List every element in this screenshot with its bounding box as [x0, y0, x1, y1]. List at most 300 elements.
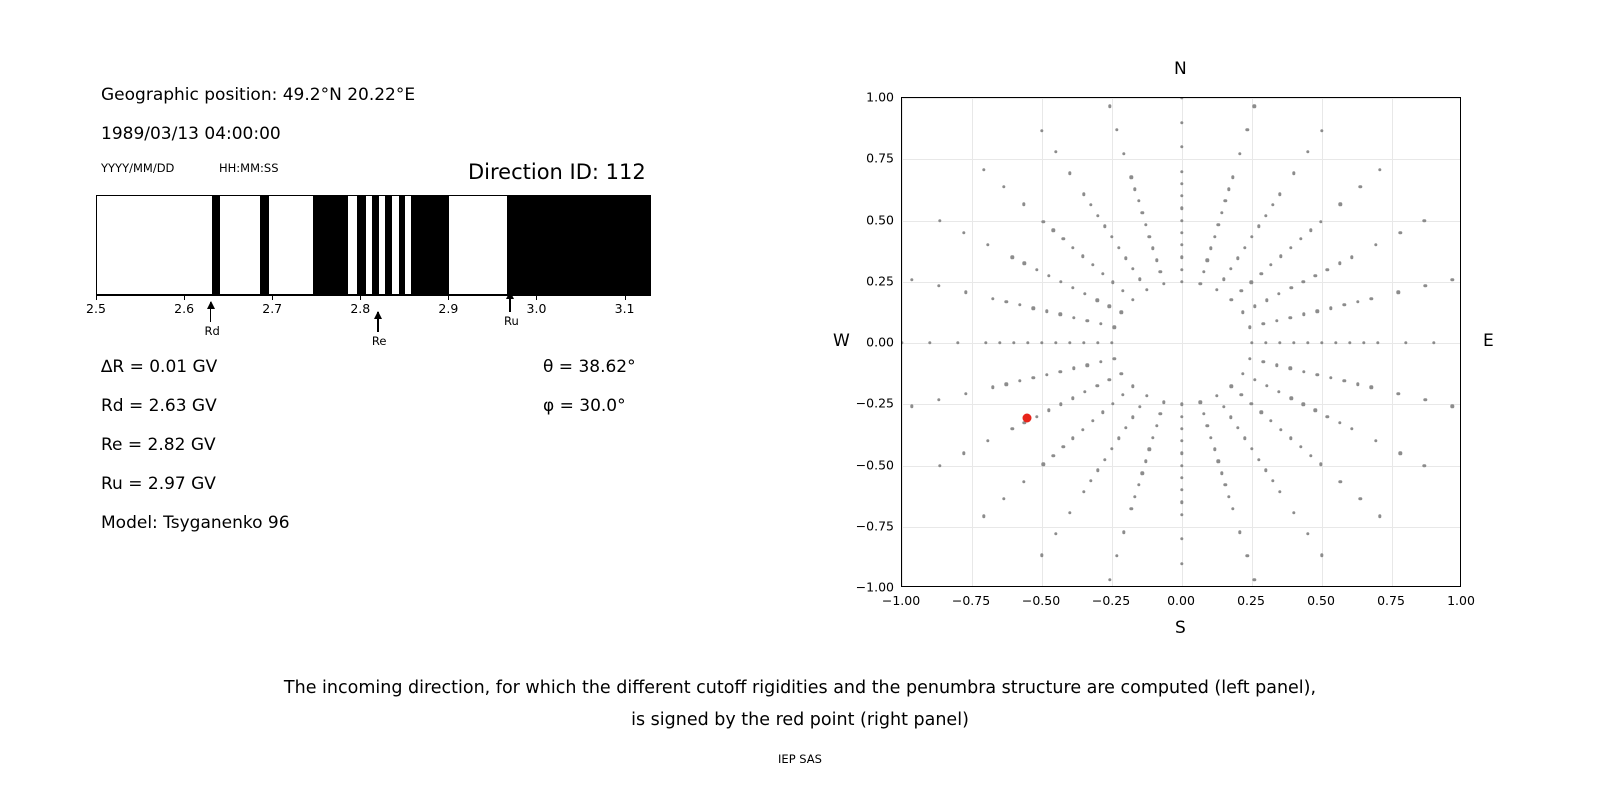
direction-dot[interactable] [1002, 497, 1005, 500]
direction-dot[interactable] [1148, 448, 1151, 451]
direction-dot[interactable] [1261, 322, 1264, 325]
direction-dot[interactable] [1220, 471, 1223, 474]
direction-dot[interactable] [1451, 278, 1454, 281]
direction-dot[interactable] [1227, 495, 1230, 498]
direction-dot[interactable] [962, 452, 965, 455]
direction-dot[interactable] [1215, 394, 1218, 397]
direction-dot[interactable] [1095, 298, 1098, 301]
direction-dot[interactable] [1180, 207, 1183, 210]
direction-dot[interactable] [1023, 262, 1026, 265]
direction-dot[interactable] [1241, 311, 1244, 314]
direction-dot[interactable] [1271, 203, 1274, 206]
direction-dot[interactable] [1086, 319, 1089, 322]
direction-dot[interactable] [1180, 439, 1183, 442]
direction-dot[interactable] [1306, 532, 1309, 535]
direction-dot[interactable] [1265, 384, 1268, 387]
direction-dot[interactable] [1326, 268, 1329, 271]
direction-dot[interactable] [1230, 385, 1233, 388]
direction-dot[interactable] [1155, 258, 1158, 261]
direction-dot[interactable] [1071, 286, 1074, 289]
direction-dot[interactable] [1137, 483, 1140, 486]
direction-dot[interactable] [1278, 341, 1281, 344]
direction-dot[interactable] [1140, 211, 1143, 214]
direction-dot[interactable] [1240, 289, 1243, 292]
direction-dot[interactable] [1224, 199, 1227, 202]
direction-dot[interactable] [1229, 267, 1232, 270]
direction-dot[interactable] [1246, 128, 1249, 131]
direction-dot[interactable] [1180, 586, 1183, 587]
direction-dot[interactable] [1072, 367, 1075, 370]
direction-dot[interactable] [1289, 396, 1292, 399]
direction-dot[interactable] [1059, 370, 1062, 373]
direction-dot[interactable] [1289, 246, 1292, 249]
direction-dot[interactable] [1302, 370, 1305, 373]
direction-dot[interactable] [1130, 176, 1133, 179]
direction-dot[interactable] [1159, 270, 1162, 273]
direction-dot[interactable] [1309, 229, 1312, 232]
direction-dot[interactable] [1133, 187, 1136, 190]
direction-dot[interactable] [1238, 531, 1241, 534]
direction-dot[interactable] [1253, 378, 1256, 381]
direction-dot[interactable] [1082, 193, 1085, 196]
direction-dot[interactable] [1250, 341, 1253, 344]
direction-dot[interactable] [1374, 243, 1377, 246]
direction-dot[interactable] [1217, 460, 1220, 463]
direction-dot[interactable] [1243, 437, 1246, 440]
direction-dot[interactable] [1180, 501, 1183, 504]
direction-dot[interactable] [1068, 172, 1071, 175]
direction-dot[interactable] [1032, 376, 1035, 379]
direction-dot[interactable] [1054, 341, 1057, 344]
direction-dot[interactable] [1133, 495, 1136, 498]
direction-dot[interactable] [1238, 152, 1241, 155]
direction-dot[interactable] [1089, 203, 1092, 206]
direction-dot[interactable] [1035, 415, 1038, 418]
direction-dot[interactable] [1082, 341, 1085, 344]
direction-dot[interactable] [1131, 416, 1134, 419]
direction-dot[interactable] [1045, 310, 1048, 313]
direction-dot[interactable] [1072, 316, 1075, 319]
direction-dot[interactable] [1040, 129, 1043, 132]
direction-dot[interactable] [1131, 385, 1134, 388]
direction-dot[interactable] [964, 291, 967, 294]
direction-dot[interactable] [1279, 428, 1282, 431]
direction-dot[interactable] [1059, 313, 1062, 316]
direction-dot[interactable] [1131, 267, 1134, 270]
direction-dot[interactable] [1236, 256, 1239, 259]
direction-dot[interactable] [1180, 219, 1183, 222]
direction-dot[interactable] [1264, 214, 1267, 217]
direction-dot[interactable] [1343, 379, 1346, 382]
direction-dot[interactable] [1040, 341, 1043, 344]
selected-direction-dot[interactable] [1023, 413, 1032, 422]
direction-dot[interactable] [1264, 341, 1267, 344]
direction-dot[interactable] [1279, 255, 1282, 258]
direction-dot[interactable] [1022, 203, 1025, 206]
direction-dot[interactable] [1275, 319, 1278, 322]
direction-dot[interactable] [1243, 246, 1246, 249]
direction-dot[interactable] [1302, 280, 1305, 283]
direction-dot[interactable] [1356, 383, 1359, 386]
direction-dot[interactable] [1339, 480, 1342, 483]
direction-dot[interactable] [1122, 152, 1125, 155]
direction-dot[interactable] [986, 439, 989, 442]
direction-dot[interactable] [1236, 426, 1239, 429]
direction-dot[interactable] [1018, 379, 1021, 382]
direction-dot[interactable] [1121, 289, 1124, 292]
direction-dot[interactable] [1012, 341, 1015, 344]
direction-dot[interactable] [1314, 409, 1317, 412]
direction-dot[interactable] [1320, 341, 1323, 344]
direction-dot[interactable] [1137, 199, 1140, 202]
direction-dot[interactable] [1376, 341, 1379, 344]
direction-dot[interactable] [1370, 297, 1373, 300]
direction-dot[interactable] [1250, 447, 1253, 450]
direction-dot[interactable] [1113, 357, 1116, 360]
direction-dot[interactable] [1130, 507, 1133, 510]
direction-dot[interactable] [1138, 405, 1141, 408]
direction-dot[interactable] [1248, 357, 1251, 360]
direction-dot[interactable] [1320, 129, 1323, 132]
direction-dot[interactable] [1404, 341, 1407, 344]
direction-dot[interactable] [1397, 291, 1400, 294]
direction-dot[interactable] [1399, 452, 1402, 455]
direction-dot[interactable] [1124, 256, 1127, 259]
direction-dot[interactable] [1362, 341, 1365, 344]
direction-dot[interactable] [1180, 476, 1183, 479]
direction-dot[interactable] [1081, 428, 1084, 431]
direction-dot[interactable] [1316, 310, 1319, 313]
direction-dot[interactable] [910, 278, 913, 281]
direction-dot[interactable] [1356, 300, 1359, 303]
direction-dot[interactable] [1202, 270, 1205, 273]
direction-dot[interactable] [1278, 193, 1281, 196]
direction-dot[interactable] [1121, 393, 1124, 396]
direction-dot[interactable] [1120, 372, 1123, 375]
direction-dot[interactable] [1399, 231, 1402, 234]
direction-dot[interactable] [1326, 415, 1329, 418]
direction-dot[interactable] [1083, 390, 1086, 393]
direction-dot[interactable] [956, 341, 959, 344]
direction-dot[interactable] [1358, 185, 1361, 188]
direction-dot[interactable] [1348, 341, 1351, 344]
direction-dot[interactable] [1246, 554, 1249, 557]
direction-dot[interactable] [1338, 262, 1341, 265]
direction-dot[interactable] [1269, 263, 1272, 266]
direction-dot[interactable] [1213, 448, 1216, 451]
direction-dot[interactable] [1099, 360, 1102, 363]
direction-dot[interactable] [1206, 424, 1209, 427]
direction-dot[interactable] [1068, 511, 1071, 514]
direction-dot[interactable] [1180, 256, 1183, 259]
direction-dot[interactable] [1180, 415, 1183, 418]
direction-dot[interactable] [938, 219, 941, 222]
direction-dot[interactable] [1054, 532, 1057, 535]
direction-dot[interactable] [1288, 316, 1291, 319]
direction-dot[interactable] [1302, 403, 1305, 406]
direction-dot[interactable] [1299, 445, 1302, 448]
direction-dot[interactable] [1117, 246, 1120, 249]
direction-dot[interactable] [1277, 390, 1280, 393]
direction-dot[interactable] [1209, 436, 1212, 439]
direction-dot[interactable] [1138, 278, 1141, 281]
direction-dot[interactable] [1277, 292, 1280, 295]
direction-dot[interactable] [937, 398, 940, 401]
direction-dot[interactable] [1292, 172, 1295, 175]
direction-dot[interactable] [1432, 341, 1435, 344]
direction-dot[interactable] [1032, 306, 1035, 309]
direction-dot[interactable] [982, 168, 985, 171]
direction-dot[interactable] [1011, 427, 1014, 430]
direction-dot[interactable] [1180, 97, 1183, 100]
direction-dot[interactable] [1227, 187, 1230, 190]
direction-dot[interactable] [1145, 394, 1148, 397]
direction-dot[interactable] [1343, 303, 1346, 306]
direction-dot[interactable] [1113, 325, 1116, 328]
direction-dot[interactable] [982, 515, 985, 518]
direction-dot[interactable] [1180, 562, 1183, 565]
direction-dot[interactable] [1035, 268, 1038, 271]
direction-dot[interactable] [1264, 469, 1267, 472]
direction-dot[interactable] [1289, 437, 1292, 440]
direction-dot[interactable] [901, 341, 904, 344]
direction-dot[interactable] [1101, 411, 1104, 414]
direction-dot[interactable] [1180, 537, 1183, 540]
direction-dot[interactable] [1222, 278, 1225, 281]
direction-dot[interactable] [1022, 480, 1025, 483]
direction-dot[interactable] [1288, 367, 1291, 370]
direction-dot[interactable] [1423, 219, 1426, 222]
direction-dot[interactable] [1320, 553, 1323, 556]
direction-dot[interactable] [1111, 281, 1114, 284]
direction-dot[interactable] [1002, 185, 1005, 188]
direction-dot[interactable] [1026, 341, 1029, 344]
direction-dot[interactable] [1099, 322, 1102, 325]
direction-dot[interactable] [986, 243, 989, 246]
direction-dot[interactable] [1124, 426, 1127, 429]
direction-dot[interactable] [1314, 274, 1317, 277]
direction-dot[interactable] [1253, 305, 1256, 308]
direction-dot[interactable] [1309, 454, 1312, 457]
direction-dot[interactable] [928, 341, 931, 344]
direction-dot[interactable] [1089, 479, 1092, 482]
direction-dot[interactable] [1062, 237, 1065, 240]
direction-dot[interactable] [1224, 483, 1227, 486]
direction-dot[interactable] [1115, 128, 1118, 131]
direction-dot[interactable] [1086, 363, 1089, 366]
direction-dot[interactable] [962, 231, 965, 234]
direction-dot[interactable] [1101, 272, 1104, 275]
direction-dot[interactable] [1259, 272, 1262, 275]
direction-dot[interactable] [1370, 386, 1373, 389]
direction-dot[interactable] [1091, 263, 1094, 266]
direction-dot[interactable] [1253, 578, 1256, 581]
direction-dot[interactable] [1148, 235, 1151, 238]
direction-dot[interactable] [1180, 280, 1183, 283]
direction-dot[interactable] [1259, 411, 1262, 414]
direction-dot[interactable] [1292, 341, 1295, 344]
direction-dot[interactable] [1217, 223, 1220, 226]
direction-dot[interactable] [1278, 490, 1281, 493]
direction-dot[interactable] [1103, 225, 1106, 228]
direction-dot[interactable] [1054, 150, 1057, 153]
direction-dot[interactable] [1059, 403, 1062, 406]
direction-dot[interactable] [1071, 246, 1074, 249]
direction-dot[interactable] [1045, 373, 1048, 376]
direction-dot[interactable] [1334, 341, 1337, 344]
direction-dot[interactable] [1180, 464, 1183, 467]
direction-dot[interactable] [1096, 214, 1099, 217]
direction-dot[interactable] [1062, 445, 1065, 448]
direction-dot[interactable] [1378, 515, 1381, 518]
direction-dot[interactable] [991, 297, 994, 300]
direction-dot[interactable] [1082, 490, 1085, 493]
direction-dot[interactable] [1180, 452, 1183, 455]
direction-dot[interactable] [1180, 145, 1183, 148]
direction-dot[interactable] [1231, 176, 1234, 179]
direction-dot[interactable] [1180, 182, 1183, 185]
direction-dot[interactable] [1180, 231, 1183, 234]
direction-dot[interactable] [1083, 292, 1086, 295]
direction-dot[interactable] [1248, 325, 1251, 328]
direction-dot[interactable] [1213, 235, 1216, 238]
direction-dot[interactable] [1047, 274, 1050, 277]
direction-dot[interactable] [1110, 341, 1113, 344]
direction-dot[interactable] [1040, 553, 1043, 556]
direction-dot[interactable] [1265, 298, 1268, 301]
direction-dot[interactable] [1229, 416, 1232, 419]
direction-dot[interactable] [1358, 497, 1361, 500]
direction-dot[interactable] [1329, 376, 1332, 379]
direction-dot[interactable] [1306, 341, 1309, 344]
direction-dot[interactable] [938, 464, 941, 467]
direction-dot[interactable] [1095, 384, 1098, 387]
direction-dot[interactable] [1071, 437, 1074, 440]
direction-dot[interactable] [1261, 360, 1264, 363]
direction-dot[interactable] [1018, 303, 1021, 306]
direction-dot[interactable] [1198, 282, 1201, 285]
direction-dot[interactable] [1241, 372, 1244, 375]
direction-dot[interactable] [1180, 194, 1183, 197]
direction-dot[interactable] [1052, 454, 1055, 457]
direction-dot[interactable] [1042, 220, 1045, 223]
direction-dot[interactable] [1151, 436, 1154, 439]
direction-dot[interactable] [1059, 280, 1062, 283]
direction-dot[interactable] [1424, 398, 1427, 401]
direction-dot[interactable] [1350, 427, 1353, 430]
direction-dot[interactable] [1306, 150, 1309, 153]
direction-dot[interactable] [1110, 235, 1113, 238]
direction-dot[interactable] [1257, 458, 1260, 461]
direction-dot[interactable] [1269, 419, 1272, 422]
direction-dot[interactable] [937, 284, 940, 287]
direction-dot[interactable] [1215, 288, 1218, 291]
direction-dot[interactable] [1451, 405, 1454, 408]
direction-dot[interactable] [1004, 383, 1007, 386]
direction-dot[interactable] [1180, 170, 1183, 173]
direction-dot[interactable] [1120, 311, 1123, 314]
direction-dot[interactable] [1047, 409, 1050, 412]
direction-dot[interactable] [1222, 405, 1225, 408]
direction-dot[interactable] [1180, 243, 1183, 246]
direction-dot[interactable] [1257, 225, 1260, 228]
direction-dot[interactable] [1350, 256, 1353, 259]
direction-dot[interactable] [1131, 298, 1134, 301]
direction-dot[interactable] [1052, 229, 1055, 232]
direction-dot[interactable] [1374, 439, 1377, 442]
direction-dot[interactable] [1110, 447, 1113, 450]
direction-dot[interactable] [1108, 378, 1111, 381]
direction-dot[interactable] [1004, 300, 1007, 303]
direction-dot[interactable] [1338, 421, 1341, 424]
direction-dot[interactable] [1271, 479, 1274, 482]
direction-dot[interactable] [1091, 419, 1094, 422]
direction-dot[interactable] [1202, 412, 1205, 415]
direction-dot[interactable] [1230, 298, 1233, 301]
direction-dot[interactable] [984, 341, 987, 344]
direction-dot[interactable] [1108, 305, 1111, 308]
direction-dot[interactable] [964, 392, 967, 395]
direction-dot[interactable] [1316, 373, 1319, 376]
direction-dot[interactable] [910, 405, 913, 408]
direction-dot[interactable] [1180, 403, 1183, 406]
direction-dot[interactable] [1209, 247, 1212, 250]
direction-dot[interactable] [1071, 396, 1074, 399]
direction-dot[interactable] [1122, 531, 1125, 534]
direction-dot[interactable] [1144, 223, 1147, 226]
direction-dot[interactable] [1329, 306, 1332, 309]
direction-dot[interactable] [1231, 507, 1234, 510]
direction-dot[interactable] [1180, 513, 1183, 516]
direction-dot[interactable] [1460, 341, 1461, 344]
direction-dot[interactable] [1180, 427, 1183, 430]
direction-dot[interactable] [1140, 471, 1143, 474]
direction-dot[interactable] [1339, 203, 1342, 206]
direction-dot[interactable] [998, 341, 1001, 344]
direction-dot[interactable] [1253, 105, 1256, 108]
direction-dot[interactable] [1250, 235, 1253, 238]
direction-dot[interactable] [1096, 341, 1099, 344]
direction-dot[interactable] [1397, 392, 1400, 395]
direction-dot[interactable] [1155, 424, 1158, 427]
direction-dot[interactable] [1145, 288, 1148, 291]
direction-dot[interactable] [1299, 237, 1302, 240]
direction-dot[interactable] [1275, 363, 1278, 366]
direction-dot[interactable] [1180, 121, 1183, 124]
direction-dot[interactable] [1011, 256, 1014, 259]
direction-dot[interactable] [1096, 469, 1099, 472]
direction-dot[interactable] [1240, 393, 1243, 396]
direction-dot[interactable] [1117, 437, 1120, 440]
direction-dot[interactable] [1108, 578, 1111, 581]
direction-dot[interactable] [1081, 255, 1084, 258]
direction-dot[interactable] [1206, 258, 1209, 261]
direction-dot[interactable] [1144, 460, 1147, 463]
direction-dot[interactable] [1424, 284, 1427, 287]
direction-dot[interactable] [1159, 412, 1162, 415]
direction-dot[interactable] [1220, 211, 1223, 214]
direction-dot[interactable] [1115, 554, 1118, 557]
direction-dot[interactable] [1068, 341, 1071, 344]
direction-dot[interactable] [1302, 313, 1305, 316]
direction-dot[interactable] [1151, 247, 1154, 250]
direction-dot[interactable] [1180, 268, 1183, 271]
direction-dot[interactable] [1180, 488, 1183, 491]
direction-dot[interactable] [1378, 168, 1381, 171]
direction-dot[interactable] [991, 386, 994, 389]
direction-dot[interactable] [1289, 286, 1292, 289]
direction-dot[interactable] [1292, 511, 1295, 514]
